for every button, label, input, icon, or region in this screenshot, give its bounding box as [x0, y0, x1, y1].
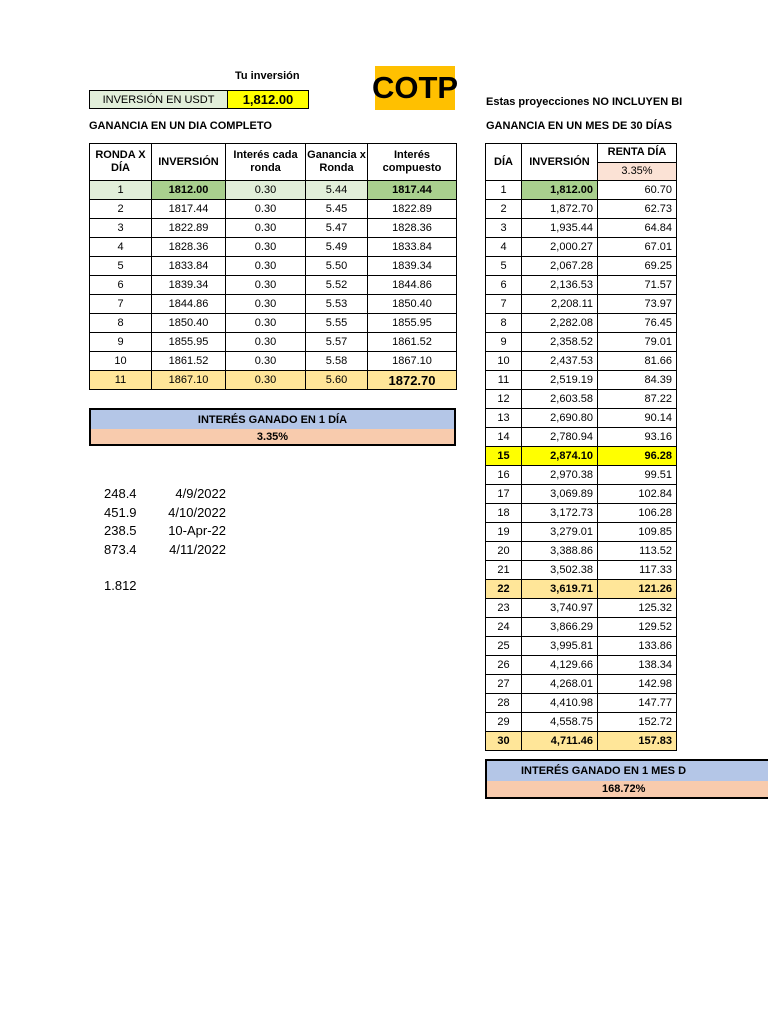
- inversion-cell[interactable]: 1828.36: [152, 238, 226, 257]
- interes-cell[interactable]: 0.30: [226, 295, 306, 314]
- inversion-cell[interactable]: 3,740.97: [522, 599, 598, 618]
- interes-cell[interactable]: 0.30: [226, 276, 306, 295]
- interes-cell[interactable]: 0.30: [226, 219, 306, 238]
- ronda-cell[interactable]: 11: [90, 371, 152, 390]
- inversion-cell[interactable]: 3,279.01: [522, 523, 598, 542]
- ronda-cell[interactable]: 2: [90, 200, 152, 219]
- interes-cell[interactable]: 0.30: [226, 333, 306, 352]
- inversion-cell[interactable]: 3,388.86: [522, 542, 598, 561]
- renta-cell[interactable]: 60.70: [598, 181, 677, 200]
- note-date: 4/10/2022: [168, 504, 226, 520]
- inversion-cell[interactable]: 2,067.28: [522, 257, 598, 276]
- inversion-cell[interactable]: 2,970.38: [522, 466, 598, 485]
- inversion-cell[interactable]: 1844.86: [152, 295, 226, 314]
- table-row: [486, 219, 677, 238]
- compuesto-cell[interactable]: 1855.95: [368, 314, 457, 333]
- brand-logo: COTP: [375, 66, 455, 110]
- inversion-cell[interactable]: 3,619.71: [522, 580, 598, 599]
- renta-cell[interactable]: 113.52: [598, 542, 677, 561]
- dia-cell[interactable]: 10: [486, 352, 522, 371]
- dia-cell[interactable]: 18: [486, 504, 522, 523]
- table-row: [90, 314, 457, 333]
- renta-cell[interactable]: 133.86: [598, 637, 677, 656]
- ronda-cell[interactable]: 9: [90, 333, 152, 352]
- inversion-cell[interactable]: 2,780.94: [522, 428, 598, 447]
- inversion-cell[interactable]: 3,069.89: [522, 485, 598, 504]
- table-row: [486, 371, 677, 390]
- table-row: [486, 732, 677, 751]
- dia-cell[interactable]: 29: [486, 713, 522, 732]
- interes-cell[interactable]: 0.30: [226, 314, 306, 333]
- daily-interest-summary: [89, 408, 456, 446]
- renta-cell[interactable]: 69.25: [598, 257, 677, 276]
- table-row: [486, 238, 677, 257]
- inversion-cell[interactable]: 2,874.10: [522, 447, 598, 466]
- table-row: [486, 447, 677, 466]
- table-row: [486, 694, 677, 713]
- renta-cell[interactable]: 147.77: [598, 694, 677, 713]
- renta-cell[interactable]: 138.34: [598, 656, 677, 675]
- ganancia-cell[interactable]: 5.45: [306, 200, 368, 219]
- inversion-cell[interactable]: 1861.52: [152, 352, 226, 371]
- daily-rounds-table: [89, 143, 457, 390]
- interes-cell[interactable]: 0.30: [226, 238, 306, 257]
- dia-cell[interactable]: 28: [486, 694, 522, 713]
- inversion-cell[interactable]: 1822.89: [152, 219, 226, 238]
- table-row: [486, 580, 677, 599]
- investment-value-cell[interactable]: 1,812.00: [227, 90, 309, 109]
- inversion-cell[interactable]: 2,282.08: [522, 314, 598, 333]
- dia-cell[interactable]: 12: [486, 390, 522, 409]
- header-interes-ronda: Interés cada ronda: [226, 144, 306, 181]
- interes-cell[interactable]: 0.30: [226, 200, 306, 219]
- ganancia-cell[interactable]: 5.52: [306, 276, 368, 295]
- table-row: [90, 276, 457, 295]
- compuesto-cell[interactable]: 1867.10: [368, 352, 457, 371]
- dia-cell[interactable]: 25: [486, 637, 522, 656]
- note-date: 4/9/2022: [175, 486, 226, 501]
- table-row: [486, 257, 677, 276]
- ronda-cell[interactable]: 4: [90, 238, 152, 257]
- inversion-cell[interactable]: 2,603.58: [522, 390, 598, 409]
- ronda-cell[interactable]: 1: [90, 181, 152, 200]
- table-row: [486, 352, 677, 371]
- summary-title: INTERÉS GANADO EN 1 MES D: [487, 761, 768, 781]
- inversion-cell[interactable]: 3,172.73: [522, 504, 598, 523]
- table-row: [486, 656, 677, 675]
- table-row: [486, 276, 677, 295]
- compuesto-cell[interactable]: 1828.36: [368, 219, 457, 238]
- ganancia-cell[interactable]: 5.55: [306, 314, 368, 333]
- header-ronda: RONDA X DÍA: [90, 144, 152, 181]
- table-row: [486, 181, 677, 200]
- dia-cell[interactable]: 9: [486, 333, 522, 352]
- table-row: [486, 485, 677, 504]
- inversion-cell[interactable]: 2,000.27: [522, 238, 598, 257]
- renta-cell[interactable]: 157.83: [598, 732, 677, 751]
- dia-cell[interactable]: 7: [486, 295, 522, 314]
- note-amount: 238.5: [104, 523, 137, 538]
- ganancia-cell[interactable]: 5.50: [306, 257, 368, 276]
- inversion-cell[interactable]: 4,711.46: [522, 732, 598, 751]
- dia-cell[interactable]: 6: [486, 276, 522, 295]
- compuesto-cell[interactable]: 1839.34: [368, 257, 457, 276]
- dia-cell[interactable]: 30: [486, 732, 522, 751]
- inversion-cell[interactable]: 4,558.75: [522, 713, 598, 732]
- ronda-cell[interactable]: 6: [90, 276, 152, 295]
- table-row: [486, 561, 677, 580]
- dia-cell[interactable]: 24: [486, 618, 522, 637]
- renta-cell[interactable]: 117.33: [598, 561, 677, 580]
- dia-cell[interactable]: 14: [486, 428, 522, 447]
- renta-cell[interactable]: 96.28: [598, 447, 677, 466]
- table-row: [90, 238, 457, 257]
- inversion-cell[interactable]: 1833.84: [152, 257, 226, 276]
- table-row: [486, 637, 677, 656]
- tu-inversion-label: Tu inversión: [235, 70, 300, 82]
- dia-cell[interactable]: 22: [486, 580, 522, 599]
- renta-cell[interactable]: 129.52: [598, 618, 677, 637]
- ganancia-cell[interactable]: 5.49: [306, 238, 368, 257]
- renta-cell[interactable]: 93.16: [598, 428, 677, 447]
- dia-cell[interactable]: 26: [486, 656, 522, 675]
- table-row: [486, 618, 677, 637]
- compuesto-cell[interactable]: 1850.40: [368, 295, 457, 314]
- inversion-cell[interactable]: 1,812.00: [522, 181, 598, 200]
- inversion-cell[interactable]: 3,995.81: [522, 637, 598, 656]
- ganancia-cell[interactable]: 5.60: [306, 371, 368, 390]
- inversion-cell[interactable]: 2,358.52: [522, 333, 598, 352]
- ganancia-cell[interactable]: 5.53: [306, 295, 368, 314]
- header-dia: DÍA: [486, 144, 522, 181]
- header-renta-dia: [598, 144, 677, 181]
- dia-cell[interactable]: 5: [486, 257, 522, 276]
- table-row: [486, 523, 677, 542]
- ronda-cell[interactable]: 8: [90, 314, 152, 333]
- dia-cell[interactable]: 15: [486, 447, 522, 466]
- inversion-cell[interactable]: 4,410.98: [522, 694, 598, 713]
- table-row: [486, 428, 677, 447]
- summary-value: 3.35%: [91, 429, 454, 444]
- ronda-cell[interactable]: 10: [90, 352, 152, 371]
- renta-cell[interactable]: 121.26: [598, 580, 677, 599]
- interes-cell[interactable]: 0.30: [226, 257, 306, 276]
- renta-cell[interactable]: 87.22: [598, 390, 677, 409]
- dia-cell[interactable]: 16: [486, 466, 522, 485]
- renta-cell[interactable]: 142.98: [598, 675, 677, 694]
- table-row: [486, 542, 677, 561]
- note-date: 4/11/2022: [169, 541, 226, 557]
- note-total: 1.812: [104, 578, 137, 593]
- inversion-cell[interactable]: 2,519.19: [522, 371, 598, 390]
- inversion-cell[interactable]: 4,129.66: [522, 656, 598, 675]
- inversion-cell[interactable]: 3,502.38: [522, 561, 598, 580]
- table-row: [486, 466, 677, 485]
- table-row: [90, 200, 457, 219]
- note-date: 10-Apr-22: [168, 523, 226, 538]
- table-row: [90, 333, 457, 352]
- table-row: [90, 257, 457, 276]
- header-inversion: INVERSIÓN: [522, 144, 598, 181]
- monthly-interest-summary: [485, 759, 768, 799]
- compuesto-cell[interactable]: 1872.70: [368, 371, 457, 390]
- table-header-row: [486, 144, 677, 181]
- inversion-cell[interactable]: 1867.10: [152, 371, 226, 390]
- inversion-cell[interactable]: 2,136.53: [522, 276, 598, 295]
- ganancia-cell[interactable]: 5.57: [306, 333, 368, 352]
- inversion-cell[interactable]: 1855.95: [152, 333, 226, 352]
- table-row: [486, 390, 677, 409]
- table-row: [90, 181, 457, 200]
- interes-cell[interactable]: 0.30: [226, 181, 306, 200]
- ganancia-cell[interactable]: 5.58: [306, 352, 368, 371]
- renta-cell[interactable]: 84.39: [598, 371, 677, 390]
- inversion-cell[interactable]: 1,872.70: [522, 200, 598, 219]
- table-row: [486, 295, 677, 314]
- dia-cell[interactable]: 3: [486, 219, 522, 238]
- summary-title: INTERÉS GANADO EN 1 DÍA: [91, 410, 454, 429]
- renta-cell[interactable]: 67.01: [598, 238, 677, 257]
- renta-dia-label: RENTA DÍA: [607, 146, 667, 159]
- renta-cell[interactable]: 79.01: [598, 333, 677, 352]
- note-amount: 873.4: [104, 541, 137, 557]
- table-row: [90, 295, 457, 314]
- renta-cell[interactable]: 106.28: [598, 504, 677, 523]
- compuesto-cell[interactable]: 1844.86: [368, 276, 457, 295]
- inversion-cell[interactable]: 2,690.80: [522, 409, 598, 428]
- table-row: [486, 599, 677, 618]
- inversion-cell[interactable]: 3,866.29: [522, 618, 598, 637]
- dia-cell[interactable]: 21: [486, 561, 522, 580]
- renta-cell[interactable]: 109.85: [598, 523, 677, 542]
- table-row: [486, 314, 677, 333]
- dia-cell[interactable]: 8: [486, 314, 522, 333]
- header-ganancia: Ganancia x Ronda: [306, 144, 368, 181]
- ronda-cell[interactable]: 7: [90, 295, 152, 314]
- table-row: [486, 504, 677, 523]
- interes-cell[interactable]: 0.30: [226, 371, 306, 390]
- table-header-row: [90, 144, 457, 181]
- interes-cell[interactable]: 0.30: [226, 352, 306, 371]
- dia-cell[interactable]: 27: [486, 675, 522, 694]
- table-row: [90, 371, 457, 390]
- header-inversion: INVERSIÓN: [152, 144, 226, 181]
- dia-cell[interactable]: 4: [486, 238, 522, 257]
- renta-cell[interactable]: 71.57: [598, 276, 677, 295]
- dia-cell[interactable]: 11: [486, 371, 522, 390]
- table-row: [90, 352, 457, 371]
- inversion-cell[interactable]: 2,208.11: [522, 295, 598, 314]
- inversion-cell[interactable]: 1,935.44: [522, 219, 598, 238]
- renta-cell[interactable]: 90.14: [598, 409, 677, 428]
- investment-label: INVERSIÓN EN USDT: [89, 90, 228, 109]
- inversion-cell[interactable]: 1850.40: [152, 314, 226, 333]
- ronda-cell[interactable]: 3: [90, 219, 152, 238]
- left-section-title: GANANCIA EN UN DIA COMPLETO: [89, 120, 272, 132]
- renta-dia-percent: 3.35%: [598, 162, 676, 181]
- note-amount: 451.9: [104, 504, 137, 520]
- dia-cell[interactable]: 19: [486, 523, 522, 542]
- ronda-cell[interactable]: 5: [90, 257, 152, 276]
- header-interes-compuesto: Interés compuesto: [368, 144, 457, 181]
- summary-value: 168.72%: [487, 781, 768, 797]
- dia-cell[interactable]: 20: [486, 542, 522, 561]
- inversion-cell[interactable]: 1812.00: [152, 181, 226, 200]
- monthly-growth-table: [485, 143, 677, 751]
- table-row: [90, 219, 457, 238]
- inversion-cell[interactable]: 4,268.01: [522, 675, 598, 694]
- table-row: [486, 675, 677, 694]
- dia-cell[interactable]: 2: [486, 200, 522, 219]
- compuesto-cell[interactable]: 1861.52: [368, 333, 457, 352]
- table-row: [486, 333, 677, 352]
- dia-cell[interactable]: 23: [486, 599, 522, 618]
- table-row: [486, 713, 677, 732]
- table-row: [486, 200, 677, 219]
- renta-cell[interactable]: 152.72: [598, 713, 677, 732]
- note-amount: 248.4: [104, 486, 137, 501]
- renta-cell[interactable]: 73.97: [598, 295, 677, 314]
- inversion-cell[interactable]: 2,437.53: [522, 352, 598, 371]
- compuesto-cell[interactable]: 1833.84: [368, 238, 457, 257]
- renta-cell[interactable]: 102.84: [598, 485, 677, 504]
- inversion-cell[interactable]: 1839.34: [152, 276, 226, 295]
- ganancia-cell[interactable]: 5.44: [306, 181, 368, 200]
- table-row: [486, 409, 677, 428]
- disclaimer-text: Estas proyecciones NO INCLUYEN BI: [486, 96, 683, 108]
- right-section-title: GANANCIA EN UN MES DE 30 DÍAS: [486, 120, 673, 132]
- dia-cell[interactable]: 1: [486, 181, 522, 200]
- ganancia-cell[interactable]: 5.47: [306, 219, 368, 238]
- renta-cell[interactable]: 62.73: [598, 200, 677, 219]
- renta-cell[interactable]: 76.45: [598, 314, 677, 333]
- dia-cell[interactable]: 13: [486, 409, 522, 428]
- renta-cell[interactable]: 125.32: [598, 599, 677, 618]
- renta-cell[interactable]: 99.51: [598, 466, 677, 485]
- compuesto-cell[interactable]: 1817.44: [368, 181, 457, 200]
- renta-cell[interactable]: 81.66: [598, 352, 677, 371]
- renta-cell[interactable]: 64.84: [598, 219, 677, 238]
- compuesto-cell[interactable]: 1822.89: [368, 200, 457, 219]
- dia-cell[interactable]: 17: [486, 485, 522, 504]
- inversion-cell[interactable]: 1817.44: [152, 200, 226, 219]
